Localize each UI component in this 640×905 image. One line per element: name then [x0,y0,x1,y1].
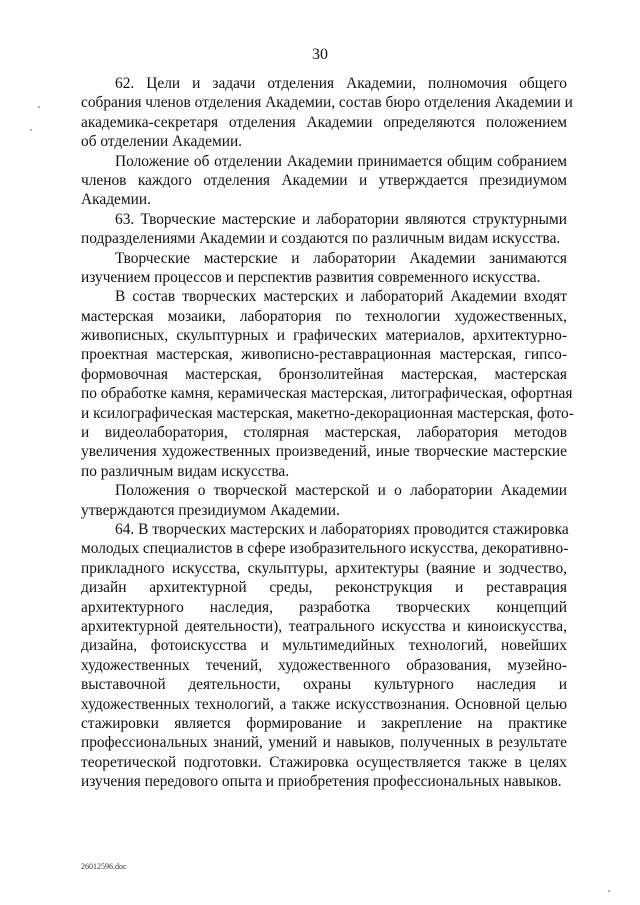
text-line: теоретической подготовки. Стажировка осуществляется также в целях [81,753,567,771]
text-line: мастерская мозаики, лаборатория по технологии художественных, [81,307,567,325]
text-line: увеличения художественных произведений, иные творческие мастерские [81,443,567,461]
text-line: живописных, скульптурных и графических материалов, архитектурно- [81,327,567,345]
text-line: художественных технологий, а также искусствознания. Основной целью [81,695,567,713]
text-line: прикладного искусства, скульптуры, архитектуры (ваяние и зодчество, [81,559,567,577]
paragraph [81,74,573,152]
text-line: профессиональных знаний, умений и навыков, полученных в результате [81,734,567,752]
text-line: академика-секретаря отделения Академии определяются положением [81,113,567,131]
text-line: дизайна, фотоискусства и мультимедийных технологий, новейших [81,637,567,655]
paragraph [81,287,574,481]
footer-filename: 26012596.doc [81,862,127,871]
text-line: Творческие мастерские и лаборатории Академии занимаются [115,249,567,267]
paragraph [81,210,567,249]
scan-speck [608,890,610,892]
text-line: 64. В творческих мастерских и лабораториях проводится стажировка [115,520,569,538]
text-line: молодых специалистов в сфере изобразительного искусства, декоративно- [81,540,569,558]
paragraph [81,481,567,520]
text-line: архитектурного наследия, разработка творческих концепций [81,598,567,616]
text-line: членов каждого отделения Академии и утверждается президиумом [81,171,567,189]
text-line: собрания членов отделения Академии, состав бюро отделения Академии и [81,94,573,112]
text-line: и ксилографическая мастерская, макетно-декорационная мастерская, фото- [81,404,574,422]
scan-speck [38,106,40,108]
text-line: изучением процессов и перспектив развития современного искусства. [81,268,541,286]
paragraph [81,520,567,791]
text-line: Положение об отделении Академии принимается общим собранием [115,152,567,170]
text-line: утверждаются президиумом Академии. [81,501,340,519]
text-line: об отделении Академии. [81,133,243,151]
text-line: 63. Творческие мастерские и лаборатории являются структурными [115,210,567,228]
text-line: В состав творческих мастерских и лабораторий Академии входят [115,288,567,306]
scan-speck [30,129,32,131]
text-line: и видеолаборатория, столярная мастерская, лаборатория методов [81,424,567,442]
text-line: Академии. [81,191,151,209]
text-line: подразделениями Академии и создаются по различным видам искусства. [81,230,561,248]
text-line: изучения передового опыта и приобретения профессиональных навыков. [81,773,562,791]
body-text [81,74,574,791]
text-line: 62. Цели и задачи отделения Академии, полномочия общего [115,75,567,92]
text-line: по обработке камня, керамическая мастерская, литографическая, офортная [81,385,573,403]
text-line: стажировки является формирование и закрепление на практике [81,714,567,732]
text-line: проектная мастерская, живописно-реставрационная мастерская, гипсо- [81,346,567,364]
text-line: художественных течений, художественного образования, музейно- [81,656,567,674]
text-line: Положения о творческой мастерской и о лаборатории Академии [115,482,567,500]
text-line: дизайн архитектурной среды, реконструкция и реставрация [81,579,567,597]
text-line: архитектурной деятельности), театрального искусства и киноискусства, [81,617,567,635]
paragraph [81,249,567,288]
text-line: формовочная мастерская, бронзолитейная мастерская, мастерская [81,365,567,383]
paragraph [81,152,567,210]
text-line: выставочной деятельности, охраны культурного наследия и [81,676,567,694]
text-line: по различным видам искусства. [81,462,290,480]
page-number: 30 [312,46,328,63]
